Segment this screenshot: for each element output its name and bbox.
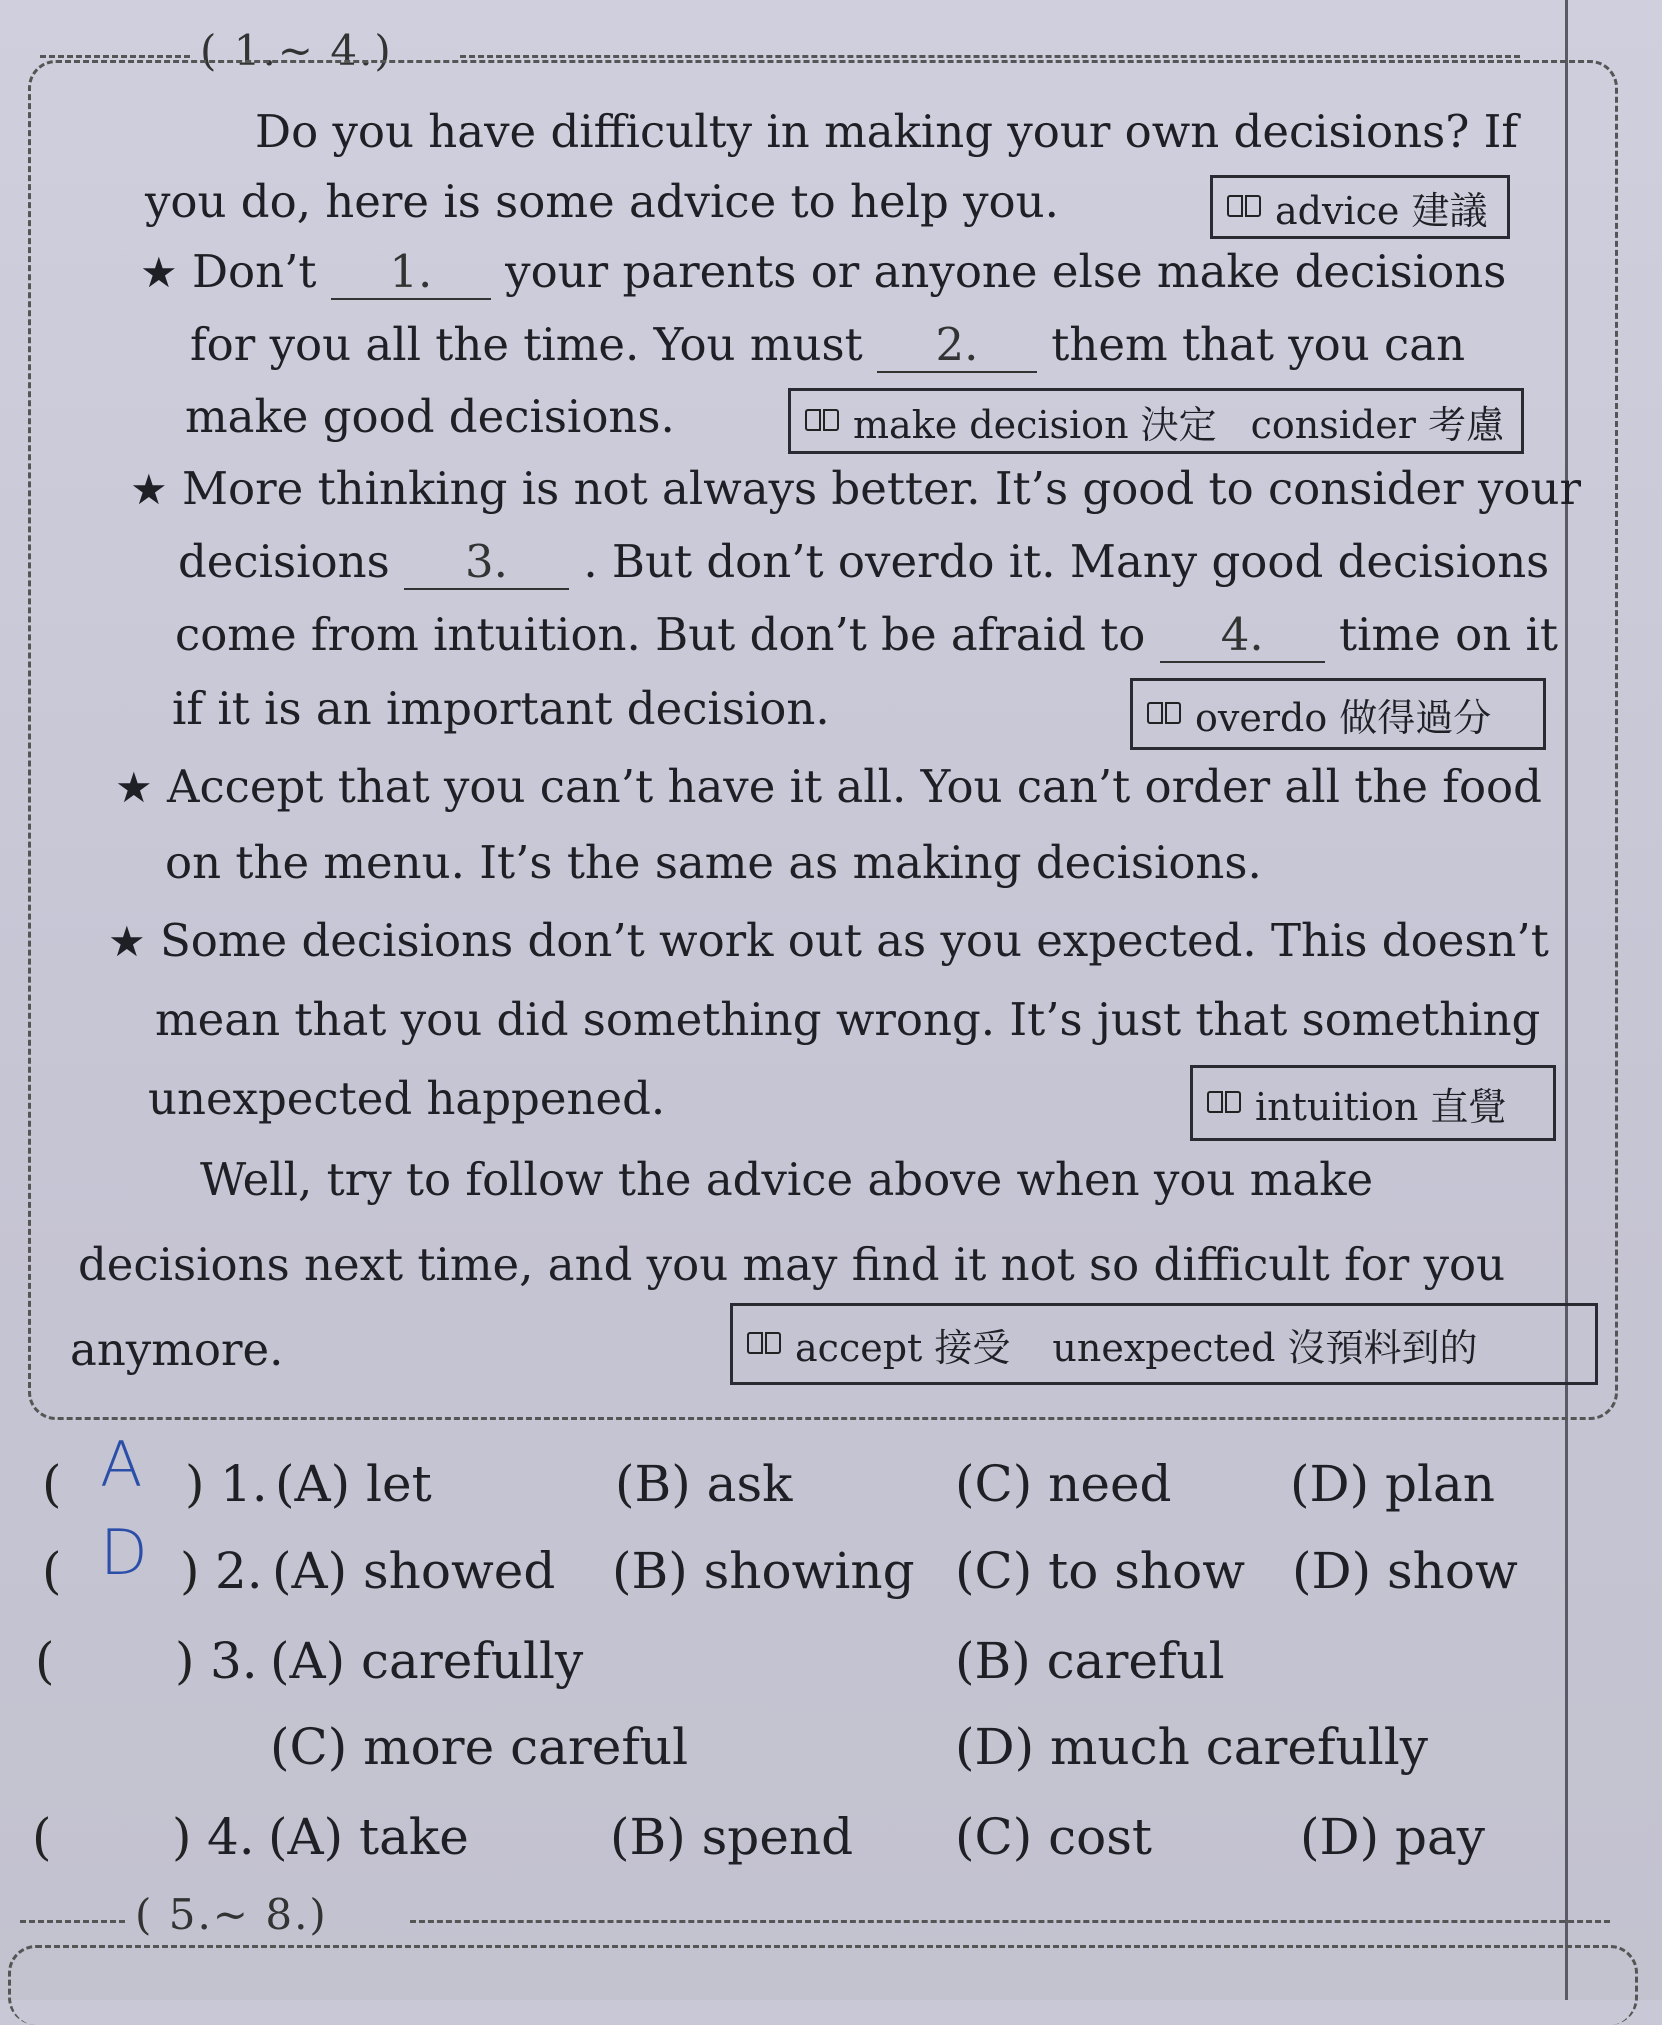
- handwritten-answer-1[interactable]: A: [100, 1428, 143, 1501]
- paragraph-1-line-1: [140, 245, 1506, 300]
- section-dash-left: [40, 55, 190, 58]
- section-dash-right: [410, 1920, 1610, 1923]
- q2-option-c[interactable]: (C) to show: [955, 1542, 1246, 1600]
- blank-3[interactable]: 3.: [404, 535, 569, 590]
- paragraph-1-text-c: for you all the time. You must: [190, 318, 863, 371]
- q3-option-a[interactable]: (A) carefully: [270, 1632, 584, 1690]
- paragraph-1-text-a: Don’t: [191, 245, 317, 298]
- star-bullet: ★: [115, 763, 153, 812]
- book-icon: [803, 407, 841, 435]
- q2-option-d[interactable]: (D) show: [1292, 1542, 1518, 1600]
- answer-paren-open: (: [32, 1808, 52, 1866]
- answer-paren-open: (: [42, 1542, 62, 1600]
- paragraph-4-line-3: unexpected happened.: [148, 1072, 666, 1125]
- q1-option-d[interactable]: (D) plan: [1290, 1455, 1496, 1513]
- section-dash-right: [460, 55, 1520, 58]
- q1-option-c[interactable]: (C) need: [955, 1455, 1172, 1513]
- paragraph-4-line-2: mean that you did something wrong. It’s just that something: [155, 993, 1541, 1046]
- answer-paren-open: (: [35, 1632, 55, 1690]
- paragraph-2-text-a: More thinking is not always better. It’s good to consider your: [181, 462, 1581, 515]
- vocab-accept: accept 接受: [795, 1325, 1011, 1370]
- paragraph-1-line-3: make good decisions.: [185, 390, 675, 443]
- outro-line-1: Well, try to follow the advice above when you make: [200, 1153, 1374, 1206]
- paragraph-2-text-b1: decisions: [178, 535, 390, 588]
- vocab-box-intuition: [1190, 1065, 1556, 1141]
- q4-option-a[interactable]: (A) take: [268, 1808, 469, 1866]
- star-bullet: ★: [108, 917, 146, 966]
- paragraph-3-line-2: on the menu. It’s the same as making decisions.: [165, 836, 1262, 889]
- blank-1[interactable]: 1.: [331, 245, 491, 300]
- paragraph-2-text-c2: time on it: [1339, 608, 1558, 661]
- vocab-unexpected: unexpected 沒預料到的: [1052, 1325, 1478, 1370]
- paragraph-2-line-4: if it is an important decision.: [172, 682, 830, 735]
- vocab-make-decision: make decision 決定: [853, 402, 1217, 447]
- answer-paren-close: ): [175, 1632, 195, 1690]
- passage-intro-line-2: you do, here is some advice to help you.: [145, 175, 1059, 228]
- vocab-advice: advice 建議: [1275, 188, 1488, 233]
- book-icon: [1225, 193, 1263, 221]
- paragraph-2-line-1: [130, 462, 1581, 515]
- paragraph-2-text-b2: . But don’t overdo it. Many good decisions: [583, 535, 1550, 588]
- star-bullet: ★: [140, 248, 178, 297]
- next-section-frame: [8, 1945, 1638, 2025]
- answer-paren-close: ): [180, 1542, 200, 1600]
- paragraph-4-text-a: Some decisions don’t work out as you expected. This doesn’t: [159, 914, 1549, 967]
- q4-option-b[interactable]: (B) spend: [610, 1808, 854, 1866]
- q1-option-b[interactable]: (B) ask: [615, 1455, 793, 1513]
- paragraph-3-line-1: [115, 760, 1542, 813]
- question-number-3: 3.: [210, 1632, 258, 1690]
- paragraph-2-line-2: [178, 535, 1549, 590]
- outro-line-3: anymore.: [70, 1323, 284, 1376]
- passage-intro-line-1: Do you have difficulty in making your own decisions? If: [255, 105, 1519, 158]
- q2-option-a[interactable]: (A) showed: [272, 1542, 556, 1600]
- handwritten-answer-2[interactable]: D: [100, 1516, 148, 1589]
- section-dash-left: [20, 1920, 125, 1923]
- paragraph-1-text-d: them that you can: [1051, 318, 1466, 371]
- paragraph-3-text-a: Accept that you can’t have it all. You can’t order all the food: [166, 760, 1542, 813]
- book-icon: [745, 1330, 783, 1358]
- star-bullet: ★: [130, 465, 168, 514]
- answer-paren-close: ): [185, 1455, 205, 1513]
- vocab-box-advice: [1210, 175, 1510, 239]
- paragraph-2-text-c1: come from intuition. But don’t be afraid to: [175, 608, 1146, 661]
- vocab-consider: consider 考慮: [1250, 402, 1504, 447]
- answer-paren-open: (: [42, 1455, 62, 1513]
- q2-option-b[interactable]: (B) showing: [612, 1542, 915, 1600]
- q3-option-c[interactable]: (C) more careful: [270, 1718, 689, 1776]
- section-label-1: ( 1.~ 4.): [200, 26, 393, 75]
- answer-paren-close: ): [172, 1808, 192, 1866]
- vocab-box-accept: [730, 1303, 1598, 1385]
- blank-2[interactable]: 2.: [877, 318, 1037, 373]
- paragraph-1-text-b: your parents or anyone else make decisions: [505, 245, 1507, 298]
- q4-option-c[interactable]: (C) cost: [955, 1808, 1153, 1866]
- question-number-1: 1.: [220, 1455, 268, 1513]
- book-icon: [1145, 700, 1183, 728]
- q3-option-d[interactable]: (D) much carefully: [955, 1718, 1428, 1776]
- q1-option-a[interactable]: (A) let: [275, 1455, 432, 1513]
- vocab-intuition: intuition 直覺: [1255, 1084, 1507, 1129]
- q4-option-d[interactable]: (D) pay: [1300, 1808, 1486, 1866]
- vocab-box-overdo: [1130, 678, 1546, 750]
- vocab-box-decision: [788, 388, 1524, 454]
- vocab-overdo: overdo 做得過分: [1195, 695, 1492, 740]
- paragraph-2-line-3: [175, 608, 1558, 663]
- paragraph-1-line-2: [190, 318, 1465, 373]
- section-label-2: ( 5.~ 8.): [135, 1890, 328, 1939]
- blank-4[interactable]: 4.: [1160, 608, 1325, 663]
- book-icon: [1205, 1089, 1243, 1117]
- q3-option-b[interactable]: (B) careful: [955, 1632, 1225, 1690]
- outro-line-2: decisions next time, and you may find it not so difficult for you: [78, 1238, 1506, 1291]
- question-number-4: 4.: [207, 1808, 255, 1866]
- question-number-2: 2.: [215, 1542, 263, 1600]
- paragraph-4-line-1: [108, 914, 1549, 967]
